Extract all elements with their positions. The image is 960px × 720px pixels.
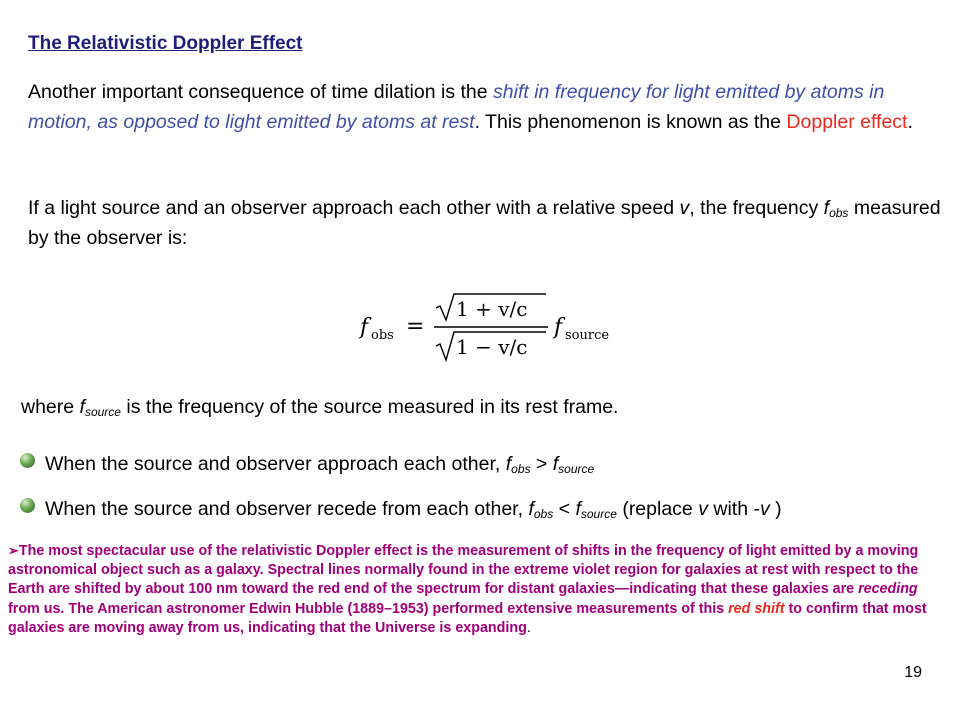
intro-text-1: Another important consequence of time dilation is the — [28, 81, 494, 103]
green-bullet-icon — [20, 453, 35, 468]
intro-text-3: . — [907, 111, 913, 133]
where-text-1: where — [21, 396, 80, 418]
bullet-approach-f1: f — [505, 453, 512, 475]
bullet-approach-sub2: source — [558, 462, 595, 476]
intro-paragraph — [28, 77, 953, 137]
bullet-approach-text: When the source and observer approach each other, — [45, 453, 506, 475]
bullet-recede — [20, 496, 782, 522]
freq-subscript: obs — [829, 206, 849, 220]
condition-paragraph — [28, 193, 953, 253]
formula-lhs-sub: obs — [371, 328, 394, 343]
formula-lhs-f: f — [360, 315, 369, 340]
speed-symbol: v — [679, 197, 690, 219]
green-bullet-icon — [20, 498, 35, 513]
bullet-recede-f1: f — [528, 498, 534, 520]
doppler-formula — [358, 292, 628, 364]
bullet-recede-v1: v — [698, 498, 708, 520]
bullet-recede-v2: v — [759, 498, 770, 520]
condition-text-1: If a light source and an observer approach each other with a relative speed — [28, 197, 680, 219]
bullet-recede-text-2: (replace — [616, 498, 699, 520]
freq-symbol: f — [823, 197, 830, 219]
bullet-recede-sub2: source — [580, 507, 617, 521]
where-freq-subscript: source — [84, 405, 121, 419]
bullet-recede-text-3: with - — [707, 498, 760, 520]
hubble-text-2: from us. The American astronomer Edwin Hubble (1889–1953) performed extensive measurements of this — [8, 600, 729, 617]
bullet-recede-f2: f — [575, 498, 581, 520]
bullet-recede-op: < — [553, 498, 576, 520]
bullet-recede-text: When the source and observer recede from each other, — [45, 498, 529, 520]
bullet-approach-op: > — [530, 453, 553, 475]
where-freq-symbol: f — [79, 396, 85, 418]
formula-numerator: 1 + v/c — [456, 297, 528, 321]
hubble-text-3: to confirm that most galaxies are moving away from us, indicating that the Universe is expanding — [8, 600, 927, 636]
bullet-recede-sub1: obs — [533, 507, 554, 521]
formula-denominator: 1 − v/c — [456, 335, 528, 359]
formula-equals: = — [406, 314, 425, 339]
red-shift-term: red shift — [728, 600, 785, 617]
formula-rhs-sub: source — [565, 328, 610, 343]
intro-text-2: . This phenomenon is known as the — [474, 111, 787, 133]
formula-graphic — [358, 292, 628, 364]
intro-highlight: shift in frequency for light emitted by atoms in motion, as opposed to light emitted by atoms at rest — [28, 81, 885, 133]
condition-text-3: measured by the observer is: — [28, 197, 941, 249]
condition-text-2: , the frequency — [689, 197, 824, 219]
bullet-recede-text-4: ) — [769, 498, 782, 520]
bullet-approach-f2: f — [552, 453, 559, 475]
formula-rhs-f: f — [554, 315, 563, 340]
arrow-bullet-icon: ➢ — [8, 543, 19, 558]
where-text-2: is the frequency of the source measured in its rest frame. — [120, 396, 619, 418]
page-number: 19 — [904, 664, 922, 681]
receding-term: receding — [858, 581, 918, 598]
bullet-approach — [20, 451, 594, 477]
slide-title: The Relativistic Doppler Effect — [28, 33, 303, 54]
hubble-note — [8, 541, 948, 638]
hubble-period: . — [526, 619, 531, 636]
doppler-term: Doppler effect — [786, 111, 908, 133]
bullet-approach-sub1: obs — [511, 462, 531, 476]
where-paragraph — [21, 392, 946, 422]
hubble-text-1: The most spectacular use of the relativistic Doppler effect is the measurement of shifts in the frequency of light emitted by a moving astronomical object such as a galaxy. Spectral lines normally found in the extreme violet region for galaxies at rest with respect to the Earth are shifted by about 100 nm toward the red end of the spectrum for distant galaxies—indicating that these galaxies are — [8, 543, 919, 598]
